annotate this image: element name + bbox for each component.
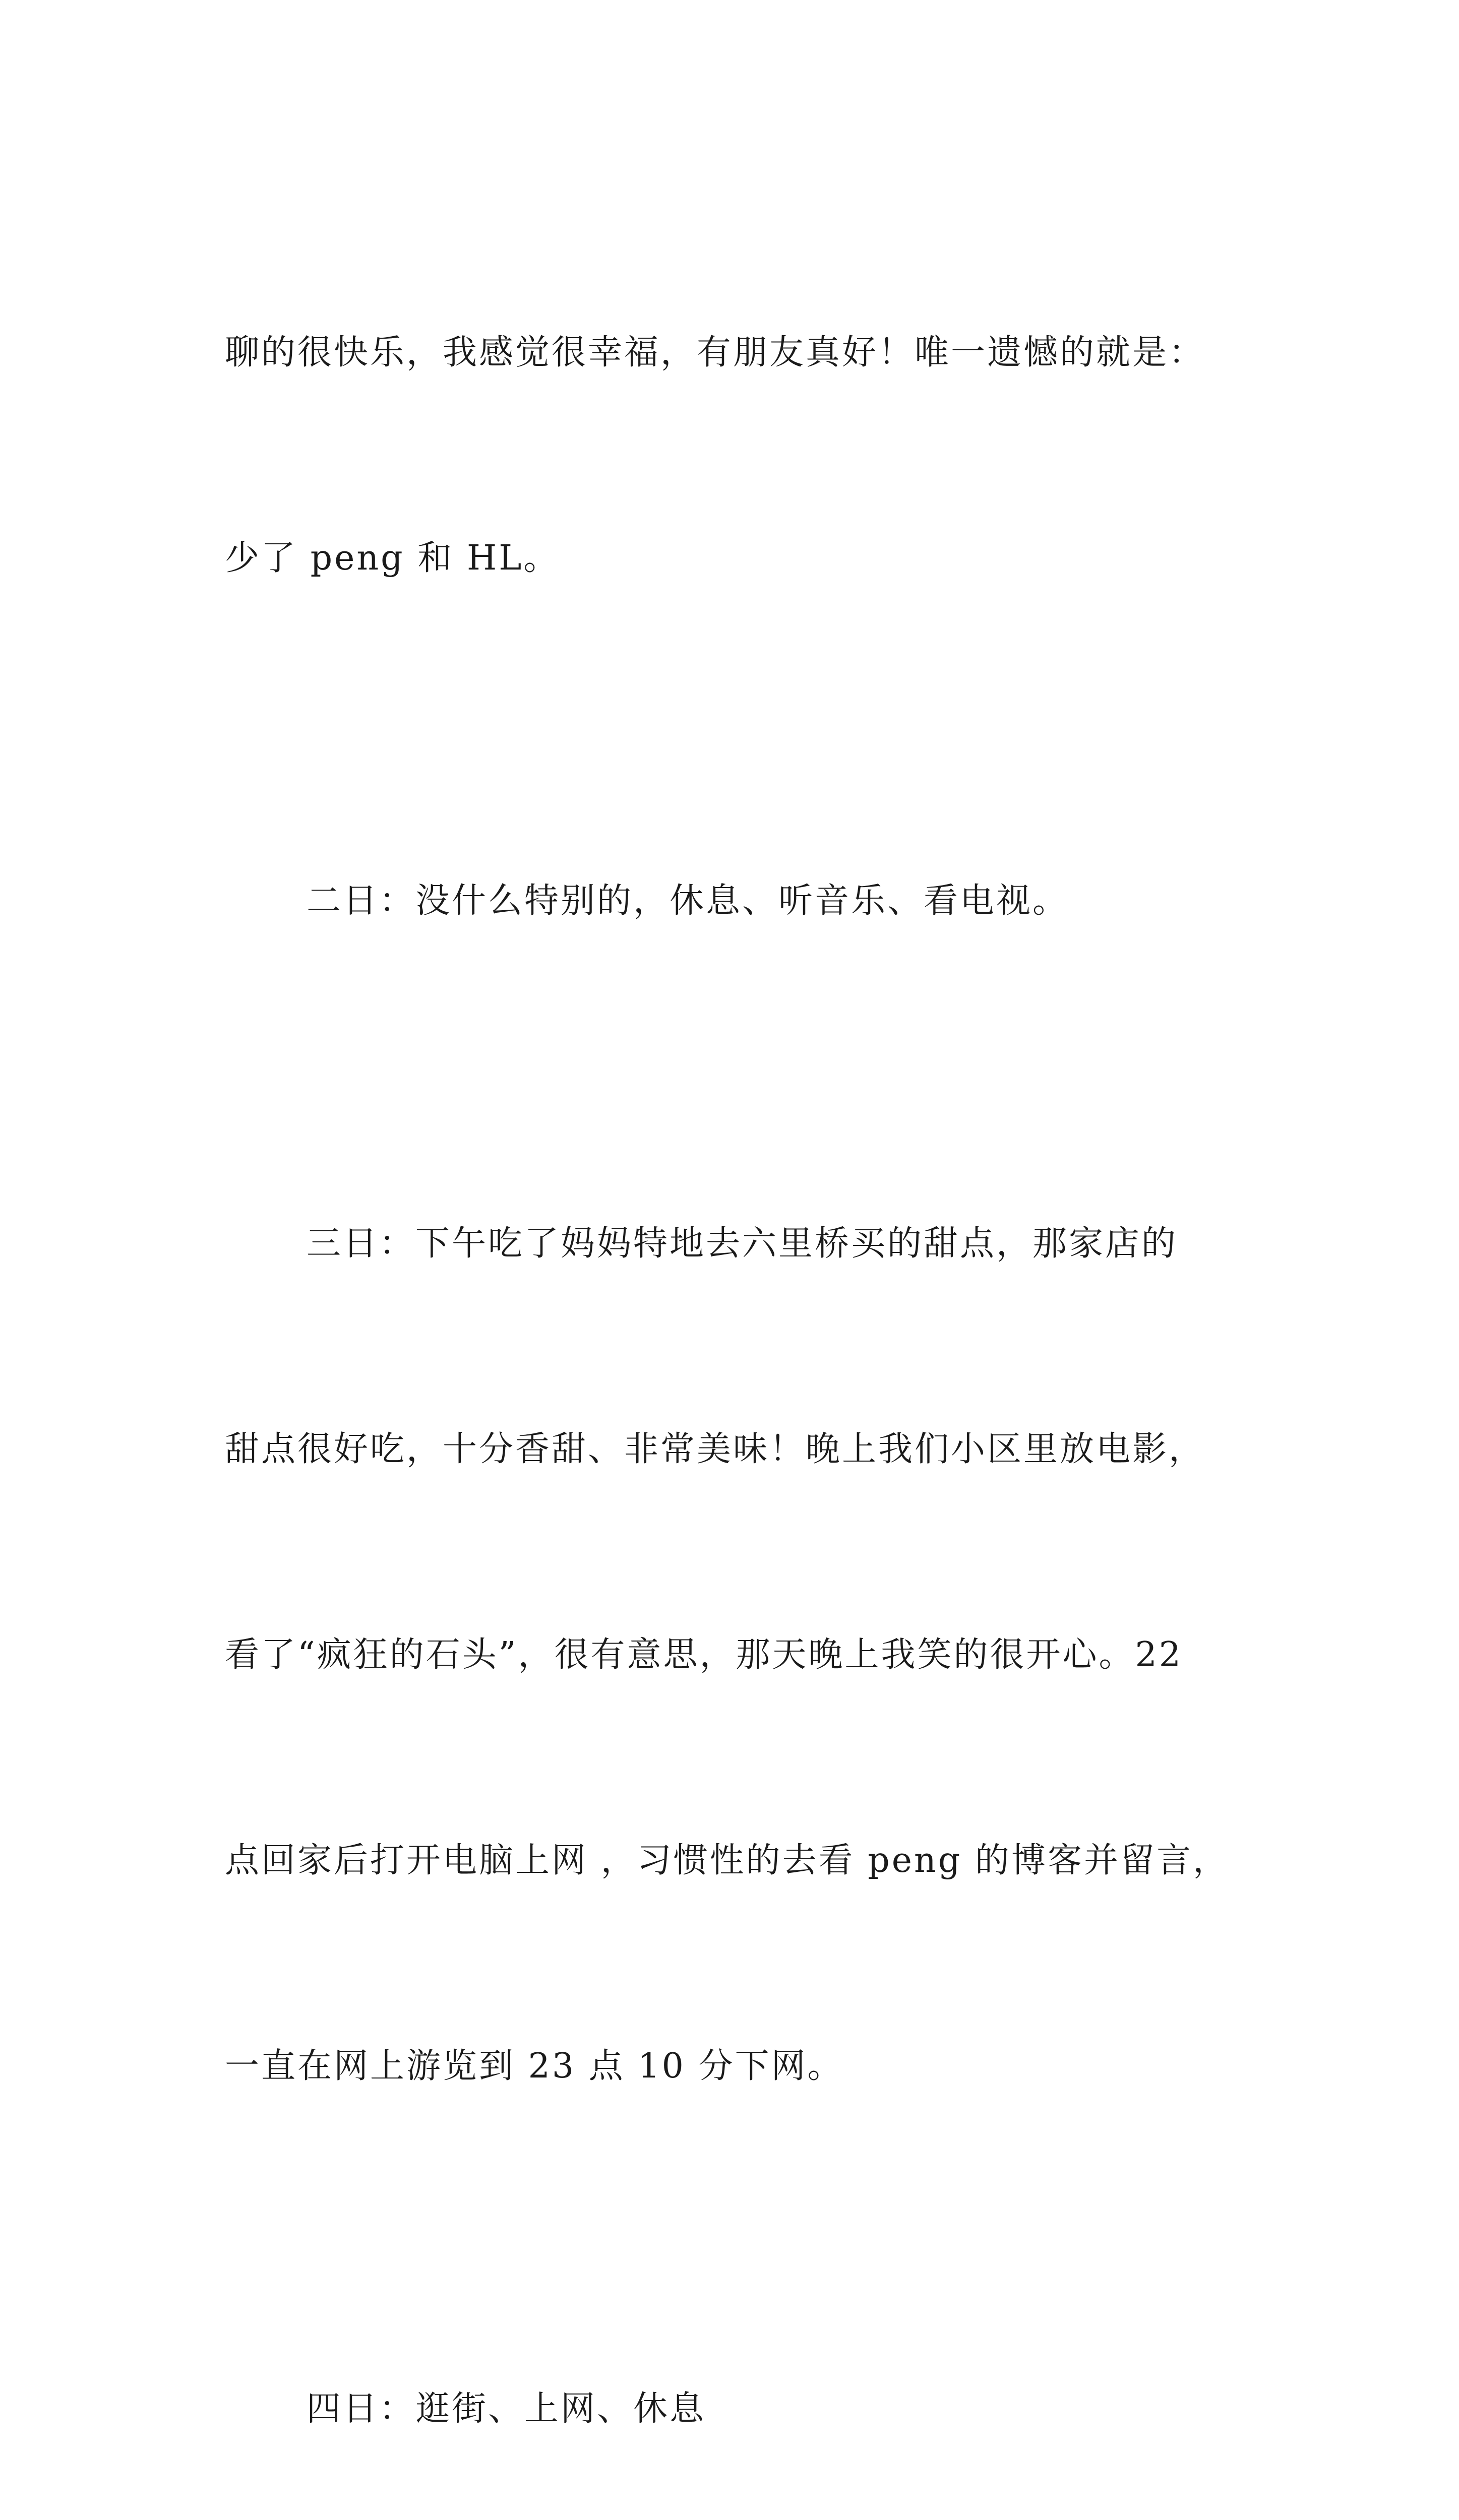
- text-line: 聊的很快乐，我感觉很幸福，有朋友真好！唯一遗憾的就是：: [225, 333, 1205, 372]
- paragraph: [225, 730, 1248, 1073]
- document-body: [225, 181, 1248, 2520]
- text-line: 一直在网上游览到 23 点 10 分下网。: [225, 2046, 844, 2086]
- text-line: 三日：下午吃了妈妈特地去六里桥买的甜点，那家店的: [307, 1224, 1178, 1264]
- text-line: 点回家后打开电脑上网 ，习惯性的去看 peng 的博客并留言，: [225, 1841, 1229, 1880]
- paragraph: [225, 2238, 1248, 2520]
- text-line: 四日：逛街、上网、休息: [307, 2389, 706, 2429]
- text-line: 少了 peng 和 HL。: [225, 538, 560, 578]
- paragraph: [225, 181, 1248, 730]
- text-line: 看了“疯狂的石头”，很有意思，那天晚上我笑的很开心。22: [225, 1635, 1183, 1675]
- paragraph: [225, 1073, 1248, 2238]
- text-line: 甜点很好吃，十分香甜、非常美味！晚上我们小区里放电影，: [225, 1429, 1205, 1469]
- text-line: 二日：没什么特别的，休息、听音乐、看电视。: [307, 881, 1069, 921]
